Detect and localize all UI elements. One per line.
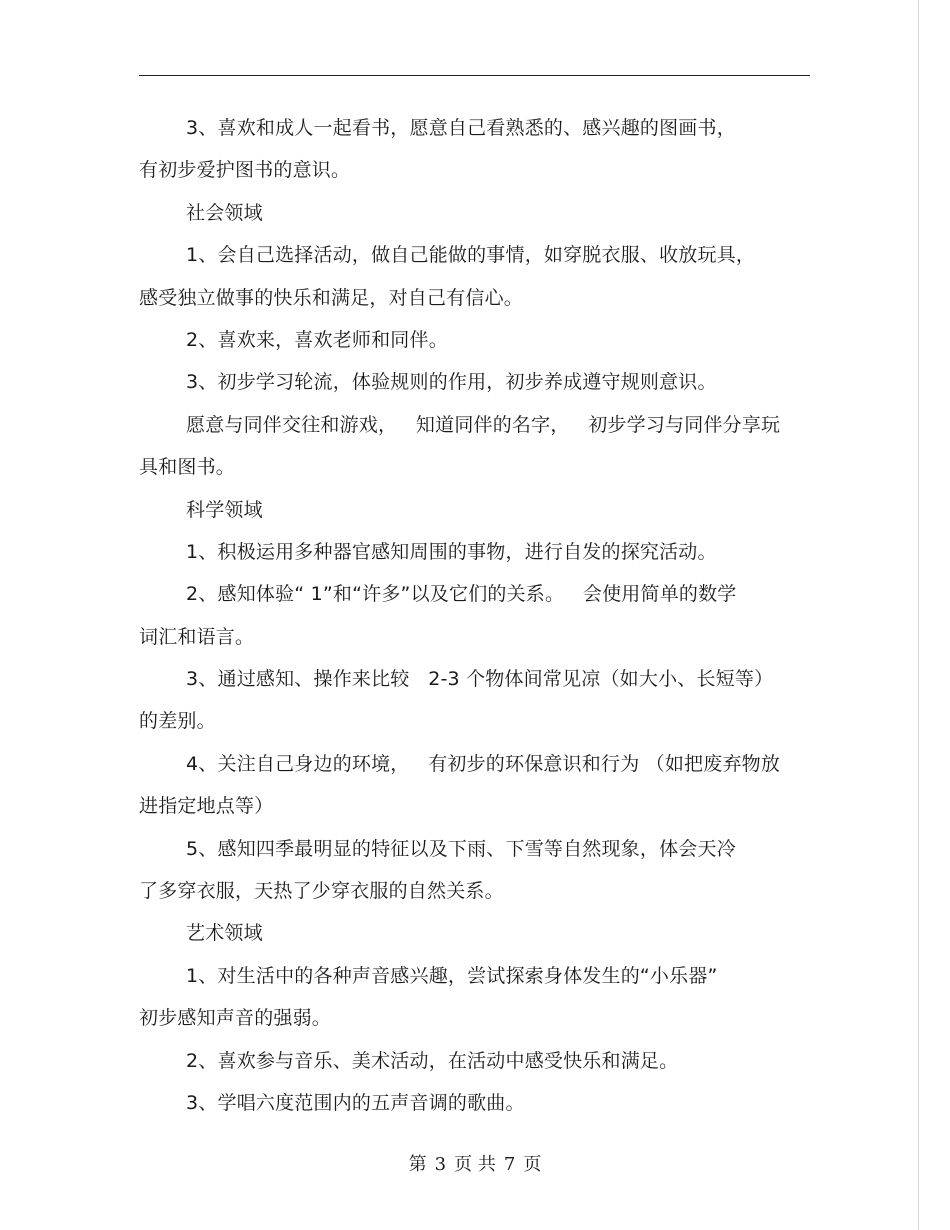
body-line: 1、对生活中的各种声音感兴趣，尝试探索身体发生的“小乐器” <box>186 964 718 987</box>
body-line: 3、学唱六度范围内的五声音调的歌曲。 <box>186 1091 525 1114</box>
body-line: 1、积极运用多种器官感知周围的事物，进行自发的探究活动。 <box>186 540 717 563</box>
body-line: 愿意与同伴交往和游戏， 知道同伴的名字， 初步学习与同伴分享玩 <box>186 413 781 436</box>
body-line: 3、喜欢和成人一起看书，愿意自己看熟悉的、感兴趣的图画书， <box>186 117 736 139</box>
body-line: 1、会自己选择活动，做自己能做的事情，如穿脱衣服、收放玩具， <box>186 244 756 267</box>
body-line: 词汇和语言。 <box>139 625 255 648</box>
body-line: 2、喜欢参与音乐、美术活动，在活动中感受快乐和满足。 <box>186 1049 679 1072</box>
footer-prefix: 第 <box>408 1154 427 1175</box>
section-heading-science: 科学领域 <box>186 498 263 521</box>
body-line: 2、喜欢来，喜欢老师和同伴。 <box>186 328 448 351</box>
section-heading-art: 艺术领域 <box>186 922 263 945</box>
body-line: 3、通过感知、操作来比较 2-3 个物体间常见凉（如大小、长短等） <box>186 668 774 691</box>
body-line: 的差别。 <box>139 710 216 733</box>
header-rule <box>139 75 810 76</box>
body-line: 5、感知四季最明显的特征以及下雨、下雪等自然现象，体会天冷 <box>186 837 736 860</box>
page-number-footer <box>0 1150 950 1176</box>
body-line: 感受独立做事的快乐和满足，对自己有信心。 <box>139 286 524 309</box>
body-line: 4、关注自己身边的环境， 有初步的环保意识和行为 （如把废弃物放 <box>186 752 781 775</box>
section-heading-social: 社会领域 <box>186 201 263 224</box>
body-line: 进指定地点等） <box>139 795 274 818</box>
body-line: 3、初步学习轮流，体验规则的作用，初步养成遵守规则意识。 <box>186 371 717 394</box>
body-line: 有初步爱护图书的意识。 <box>139 159 351 182</box>
total-page-count: 7 <box>503 1154 516 1175</box>
current-page-number: 3 <box>434 1154 447 1175</box>
body-line: 具和图书。 <box>139 456 236 479</box>
body-line: 2、感知体验“ 1”和“许多”以及它们的关系。 会使用简单的数学 <box>186 583 737 606</box>
body-line: 了多穿衣服，天热了少穿衣服的自然关系。 <box>139 880 504 903</box>
page-edge-line <box>918 0 919 1230</box>
footer-suffix: 页 <box>523 1154 542 1175</box>
footer-middle: 页 共 <box>454 1154 496 1175</box>
document-body <box>139 107 810 1124</box>
body-line: 初步感知声音的强弱。 <box>139 1007 332 1030</box>
